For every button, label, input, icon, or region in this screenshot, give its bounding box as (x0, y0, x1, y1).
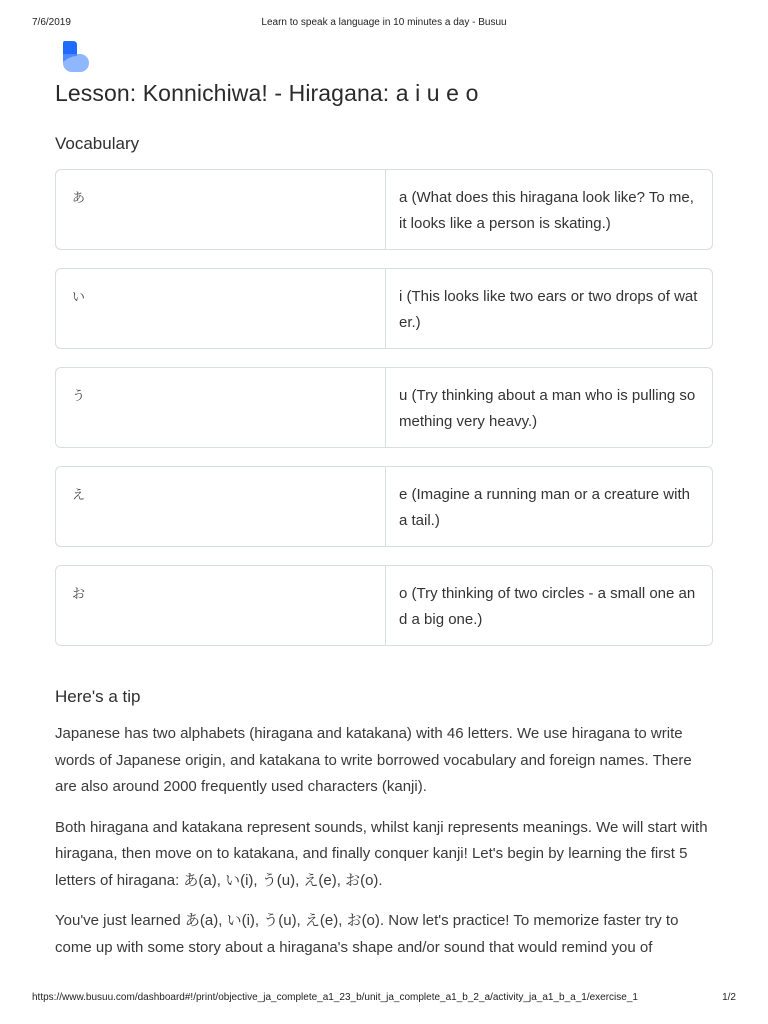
print-header (0, 17, 768, 31)
tip-paragraph: You've just learned あ(a), い(i), う(u), え(e), お(o). Now let's practice! To memorize faster try to come up with some story about a hiragana's shape and/or sound that would remind you of (55, 912, 679, 956)
vocab-row (55, 169, 713, 250)
tip-body (55, 721, 715, 975)
vocab-kana: い (56, 269, 386, 348)
vocab-meaning: u (Try thinking about a man who is pulling something very heavy.) (399, 387, 696, 430)
vocab-meaning: i (This looks like two ears or two drops of water.) (399, 288, 698, 331)
vocab-row (55, 466, 713, 547)
lesson-title: Lesson: Konnichiwa! - Hiragana: a i u e o (55, 80, 479, 106)
vocab-meaning: o (Try thinking of two circles - a small one and a big one.) (399, 585, 696, 628)
print-date: 7/6/2019 (32, 17, 71, 28)
vocab-kana: う (56, 368, 386, 447)
vocab-row (55, 268, 713, 349)
print-page-title: Learn to speak a language in 10 minutes a day - Busuu (261, 17, 507, 28)
print-footer (0, 992, 768, 1006)
page-number: 1/2 (722, 992, 736, 1003)
vocab-kana: お (56, 566, 386, 645)
vocab-row (55, 565, 713, 646)
tip-paragraph: Japanese has two alphabets (hiragana and katakana) with 46 letters. We use hiragana to write words of Japanese origin, and katakana to write borrowed vocabulary and foreign names. There are also around 2000 frequently used characters (kanji). (55, 725, 692, 795)
vocab-kana: え (56, 467, 386, 546)
vocabulary-table (55, 169, 715, 664)
vocab-meaning: e (Imagine a running man or a creature with a tail.) (399, 486, 690, 529)
vocab-meaning: a (What does this hiragana look like? To me, it looks like a person is skating.) (399, 189, 694, 232)
tip-paragraph: Both hiragana and katakana represent sounds, whilst kanji represents meanings. We will start with hiragana, then move on to katakana, and finally conquer kanji! Let's begin by learning the first 5 letters of hiragana: あ(a), い(i), う(u), え(e), お(o). (55, 818, 708, 889)
vocab-kana: あ (56, 170, 386, 249)
vocab-row (55, 367, 713, 448)
vocabulary-heading: Vocabulary (55, 134, 140, 153)
print-url: https://www.busuu.com/dashboard#!/print/objective_ja_complete_a1_23_b/unit_ja_complete_a1_b_2_a/activity_ja_a1_b_a_1/exercise_1 (32, 992, 638, 1003)
tip-heading: Here's a tip (55, 687, 141, 706)
busuu-logo-icon (60, 40, 92, 74)
